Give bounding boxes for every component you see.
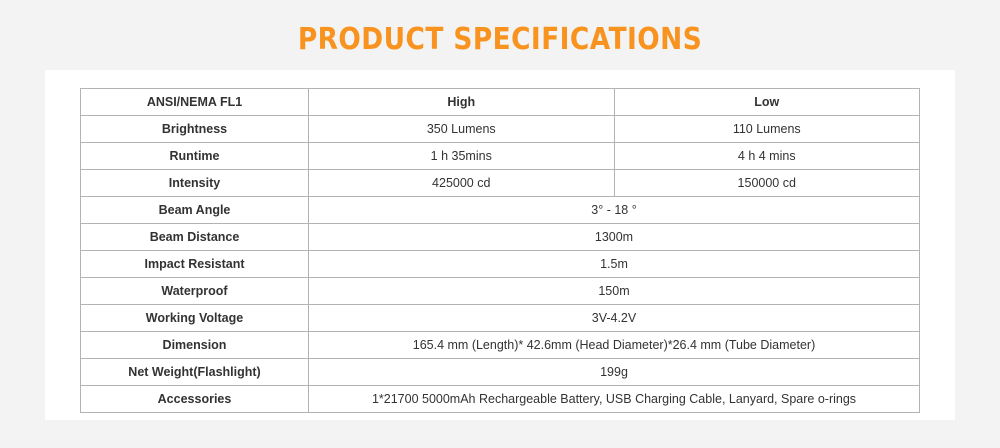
row-label: Beam Angle: [81, 197, 309, 224]
spec-card: [45, 70, 955, 420]
row-value-high: 350 Lumens: [309, 116, 615, 143]
header-high-cell: High: [309, 89, 615, 116]
row-value: 3° - 18 °: [309, 197, 920, 224]
row-label: Runtime: [81, 143, 309, 170]
row-label: Waterproof: [81, 278, 309, 305]
row-value: 165.4 mm (Length)* 42.6mm (Head Diameter)*26.4 mm (Tube Diameter): [309, 332, 920, 359]
row-value-low: 4 h 4 mins: [614, 143, 920, 170]
row-label: Working Voltage: [81, 305, 309, 332]
row-label: Brightness: [81, 116, 309, 143]
row-value: 1.5m: [309, 251, 920, 278]
row-label: Beam Distance: [81, 224, 309, 251]
table-row: [81, 197, 920, 224]
row-value: 150m: [309, 278, 920, 305]
table-header-row: [81, 89, 920, 116]
row-value: 1*21700 5000mAh Rechargeable Battery, USB Charging Cable, Lanyard, Spare o-rings: [309, 386, 920, 413]
specifications-table: [80, 88, 920, 413]
table-row: [81, 332, 920, 359]
row-label: Accessories: [81, 386, 309, 413]
row-value: 1300m: [309, 224, 920, 251]
table-row: [81, 116, 920, 143]
table-row: [81, 359, 920, 386]
row-label: Intensity: [81, 170, 309, 197]
table-row: [81, 143, 920, 170]
table-row: [81, 251, 920, 278]
row-label: Net Weight(Flashlight): [81, 359, 309, 386]
row-value-high: 1 h 35mins: [309, 143, 615, 170]
table-row: [81, 386, 920, 413]
row-value-high: 425000 cd: [309, 170, 615, 197]
table-row: [81, 224, 920, 251]
row-label: Dimension: [81, 332, 309, 359]
page-title: PRODUCT SPECIFICATIONS: [297, 22, 703, 57]
table-row: [81, 170, 920, 197]
header-label-cell: ANSI/NEMA FL1: [81, 89, 309, 116]
row-label: Impact Resistant: [81, 251, 309, 278]
row-value: 199g: [309, 359, 920, 386]
table-row: [81, 305, 920, 332]
header-low-cell: Low: [614, 89, 920, 116]
row-value: 3V-4.2V: [309, 305, 920, 332]
row-value-low: 150000 cd: [614, 170, 920, 197]
row-value-low: 110 Lumens: [614, 116, 920, 143]
table-row: [81, 278, 920, 305]
